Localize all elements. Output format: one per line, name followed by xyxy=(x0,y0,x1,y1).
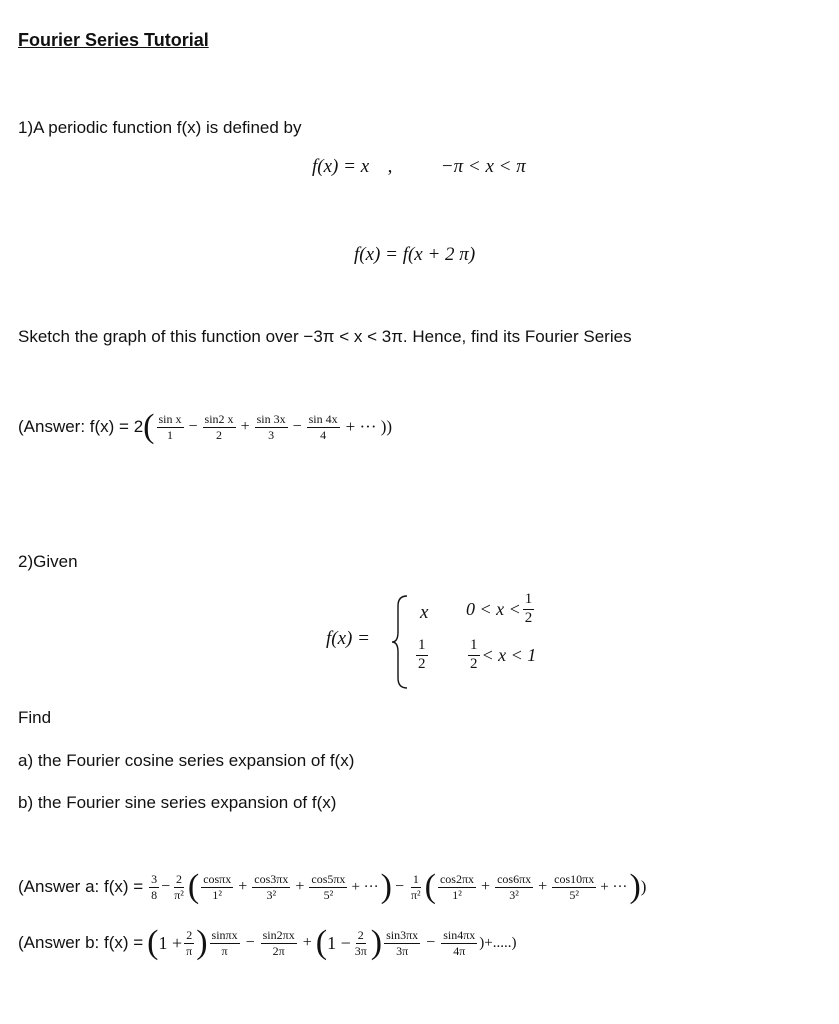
one-plus: 1 + xyxy=(158,932,183,953)
frac-den: 4π xyxy=(453,943,466,958)
frac-den: 5² xyxy=(323,887,334,902)
frac-den: π² xyxy=(174,887,184,902)
frac-num: 1 xyxy=(412,871,419,886)
frac-den: 3π xyxy=(354,943,367,958)
answer-a-dots-2: + ··· xyxy=(600,878,628,895)
q2-find: Find xyxy=(18,708,52,727)
frac-den: π² xyxy=(411,887,421,902)
plus-sign: + xyxy=(302,934,312,951)
answer-a-c3 xyxy=(409,873,423,901)
q2-case1-value: x xyxy=(420,602,429,623)
one-minus: 1 − xyxy=(327,932,351,953)
answer-b-p1 xyxy=(184,929,194,957)
operator-sign: + xyxy=(240,418,250,435)
open-paren: ( xyxy=(147,924,159,961)
answer-b-t1 xyxy=(210,929,240,957)
frac-den: π xyxy=(186,943,193,958)
frac-num: cosπx xyxy=(203,871,232,886)
operator-sign: − xyxy=(188,418,198,435)
answer-a-prefix: (Answer a: f(x) = xyxy=(18,877,144,896)
q1-answer-tail: + ··· )) xyxy=(345,417,393,436)
q2-given: 2)Given xyxy=(18,552,78,571)
frac-num: 1 xyxy=(416,638,428,656)
frac-num: sin3πx xyxy=(386,927,419,942)
frac-num: 2 xyxy=(186,927,193,942)
open-paren: ( xyxy=(187,868,200,905)
page-title: Fourier Series Tutorial xyxy=(18,30,209,50)
answer-b-t3 xyxy=(384,929,420,957)
operator-sign: − xyxy=(292,418,302,435)
frac-den: 3 xyxy=(268,427,275,442)
open-paren: ( xyxy=(315,924,328,961)
frac-num: sin4πx xyxy=(443,927,476,942)
answer-a-group-2 xyxy=(436,873,598,901)
frac-num: sin 4x xyxy=(308,411,338,426)
frac-num: 3 xyxy=(151,871,158,886)
q2-case1-condition xyxy=(466,592,536,627)
q2-piecewise xyxy=(326,592,586,692)
frac-num: sin x xyxy=(158,411,182,426)
minus-sign: − xyxy=(161,878,171,895)
frac-den: 1² xyxy=(452,887,462,902)
operator-sign: + xyxy=(481,878,491,895)
q2-answer-a xyxy=(18,870,646,904)
fraction xyxy=(552,873,596,901)
fraction xyxy=(255,413,288,441)
q1-answer-prefix: (Answer: f(x) = 2 xyxy=(18,417,144,436)
q1-instruction: Sketch the graph of this function over −3π < x < 3π. Hence, find its Fourier Series xyxy=(18,327,632,346)
frac-den: 1² xyxy=(212,887,223,902)
frac-den: 2 xyxy=(470,655,478,672)
answer-b-t2 xyxy=(261,929,297,957)
frac-num: sin2 x xyxy=(204,411,234,426)
frac-den: 2π xyxy=(272,943,285,958)
answer-b-prefix: (Answer b: f(x) = xyxy=(18,933,144,952)
q1-equation-2: f(x) = f(x + 2 π) xyxy=(354,244,476,265)
q2-case2-cond-frac xyxy=(468,638,480,673)
frac-den: 3π xyxy=(396,943,409,958)
q2-case1-cond-frac xyxy=(523,592,535,627)
answer-a-end: ) xyxy=(640,877,647,896)
close-paren: ) xyxy=(370,924,383,961)
fraction xyxy=(309,873,347,901)
frac-num: cos2πx xyxy=(439,871,475,886)
frac-den: π xyxy=(221,943,228,958)
fraction xyxy=(438,873,476,901)
frac-den: 2 xyxy=(216,427,223,442)
frac-num: cos5πx xyxy=(311,871,346,886)
close-paren: ) xyxy=(380,868,392,905)
minus-sign: − xyxy=(245,934,255,951)
q2-case2-value xyxy=(416,638,428,673)
q2-case1-cond-text: 0 < x < xyxy=(466,598,521,619)
answer-a-group-1 xyxy=(199,873,349,901)
frac-den: 1 xyxy=(167,427,173,442)
q1-eq1-sep: , xyxy=(387,156,393,177)
open-paren: ( xyxy=(143,408,155,445)
q2-part-b: b) the Fourier sine series expansion of f(x) xyxy=(18,793,337,812)
q2-case2-cond-text: < x < 1 xyxy=(481,644,537,665)
frac-den: 3² xyxy=(509,887,519,902)
operator-sign: + xyxy=(538,878,548,895)
open-paren: ( xyxy=(424,868,436,905)
answer-a-c1 xyxy=(149,873,159,901)
frac-den: 5² xyxy=(569,887,579,902)
q2-answer-b xyxy=(18,926,516,960)
answer-a-c2 xyxy=(172,873,186,901)
answer-b-tail: )+.....) xyxy=(479,934,517,951)
fraction xyxy=(203,413,236,441)
frac-num: sin 3x xyxy=(256,411,286,426)
fraction xyxy=(252,873,290,901)
frac-num: 2 xyxy=(176,871,183,886)
q1-eq1-lhs: f(x) = x xyxy=(312,156,370,177)
q2-case2-condition xyxy=(466,638,536,673)
frac-den: 4 xyxy=(320,427,327,442)
frac-num: cos10πx xyxy=(554,871,595,886)
close-paren: ) xyxy=(629,868,641,905)
close-paren: ) xyxy=(196,924,208,961)
answer-b-t4 xyxy=(441,929,477,957)
q1-equation-1 xyxy=(312,156,526,178)
frac-den: 8 xyxy=(151,887,158,902)
q1-answer-terms xyxy=(155,413,342,441)
minus-sign: − xyxy=(426,934,436,951)
frac-num: sin2πx xyxy=(262,927,295,942)
answer-b-p2 xyxy=(353,929,369,957)
fraction xyxy=(157,413,184,441)
fraction xyxy=(495,873,533,901)
frac-num: 2 xyxy=(357,927,364,942)
operator-sign: + xyxy=(238,878,248,895)
frac-num: 1 xyxy=(523,592,535,610)
fraction xyxy=(307,413,340,441)
q1-answer xyxy=(18,410,392,444)
minus-sign: − xyxy=(394,878,404,895)
frac-den: 2 xyxy=(418,655,426,672)
frac-num: cos3πx xyxy=(254,871,289,886)
brace-icon xyxy=(392,594,410,690)
frac-den: 3² xyxy=(266,887,277,902)
frac-num: sinπx xyxy=(211,927,238,942)
operator-sign: + xyxy=(295,878,305,895)
q1-eq1-range: −π < x < π xyxy=(440,156,526,177)
fraction xyxy=(201,873,233,901)
q2-part-a: a) the Fourier cosine series expansion of f(x) xyxy=(18,751,355,770)
answer-a-dots-1: + ··· xyxy=(351,878,379,895)
frac-num: cos6πx xyxy=(497,871,532,886)
q2-f-lhs: f(x) = xyxy=(326,628,370,649)
frac-num: 1 xyxy=(468,638,480,656)
q1-intro: 1)A periodic function f(x) is defined by xyxy=(18,118,302,137)
frac-den: 2 xyxy=(524,609,533,626)
